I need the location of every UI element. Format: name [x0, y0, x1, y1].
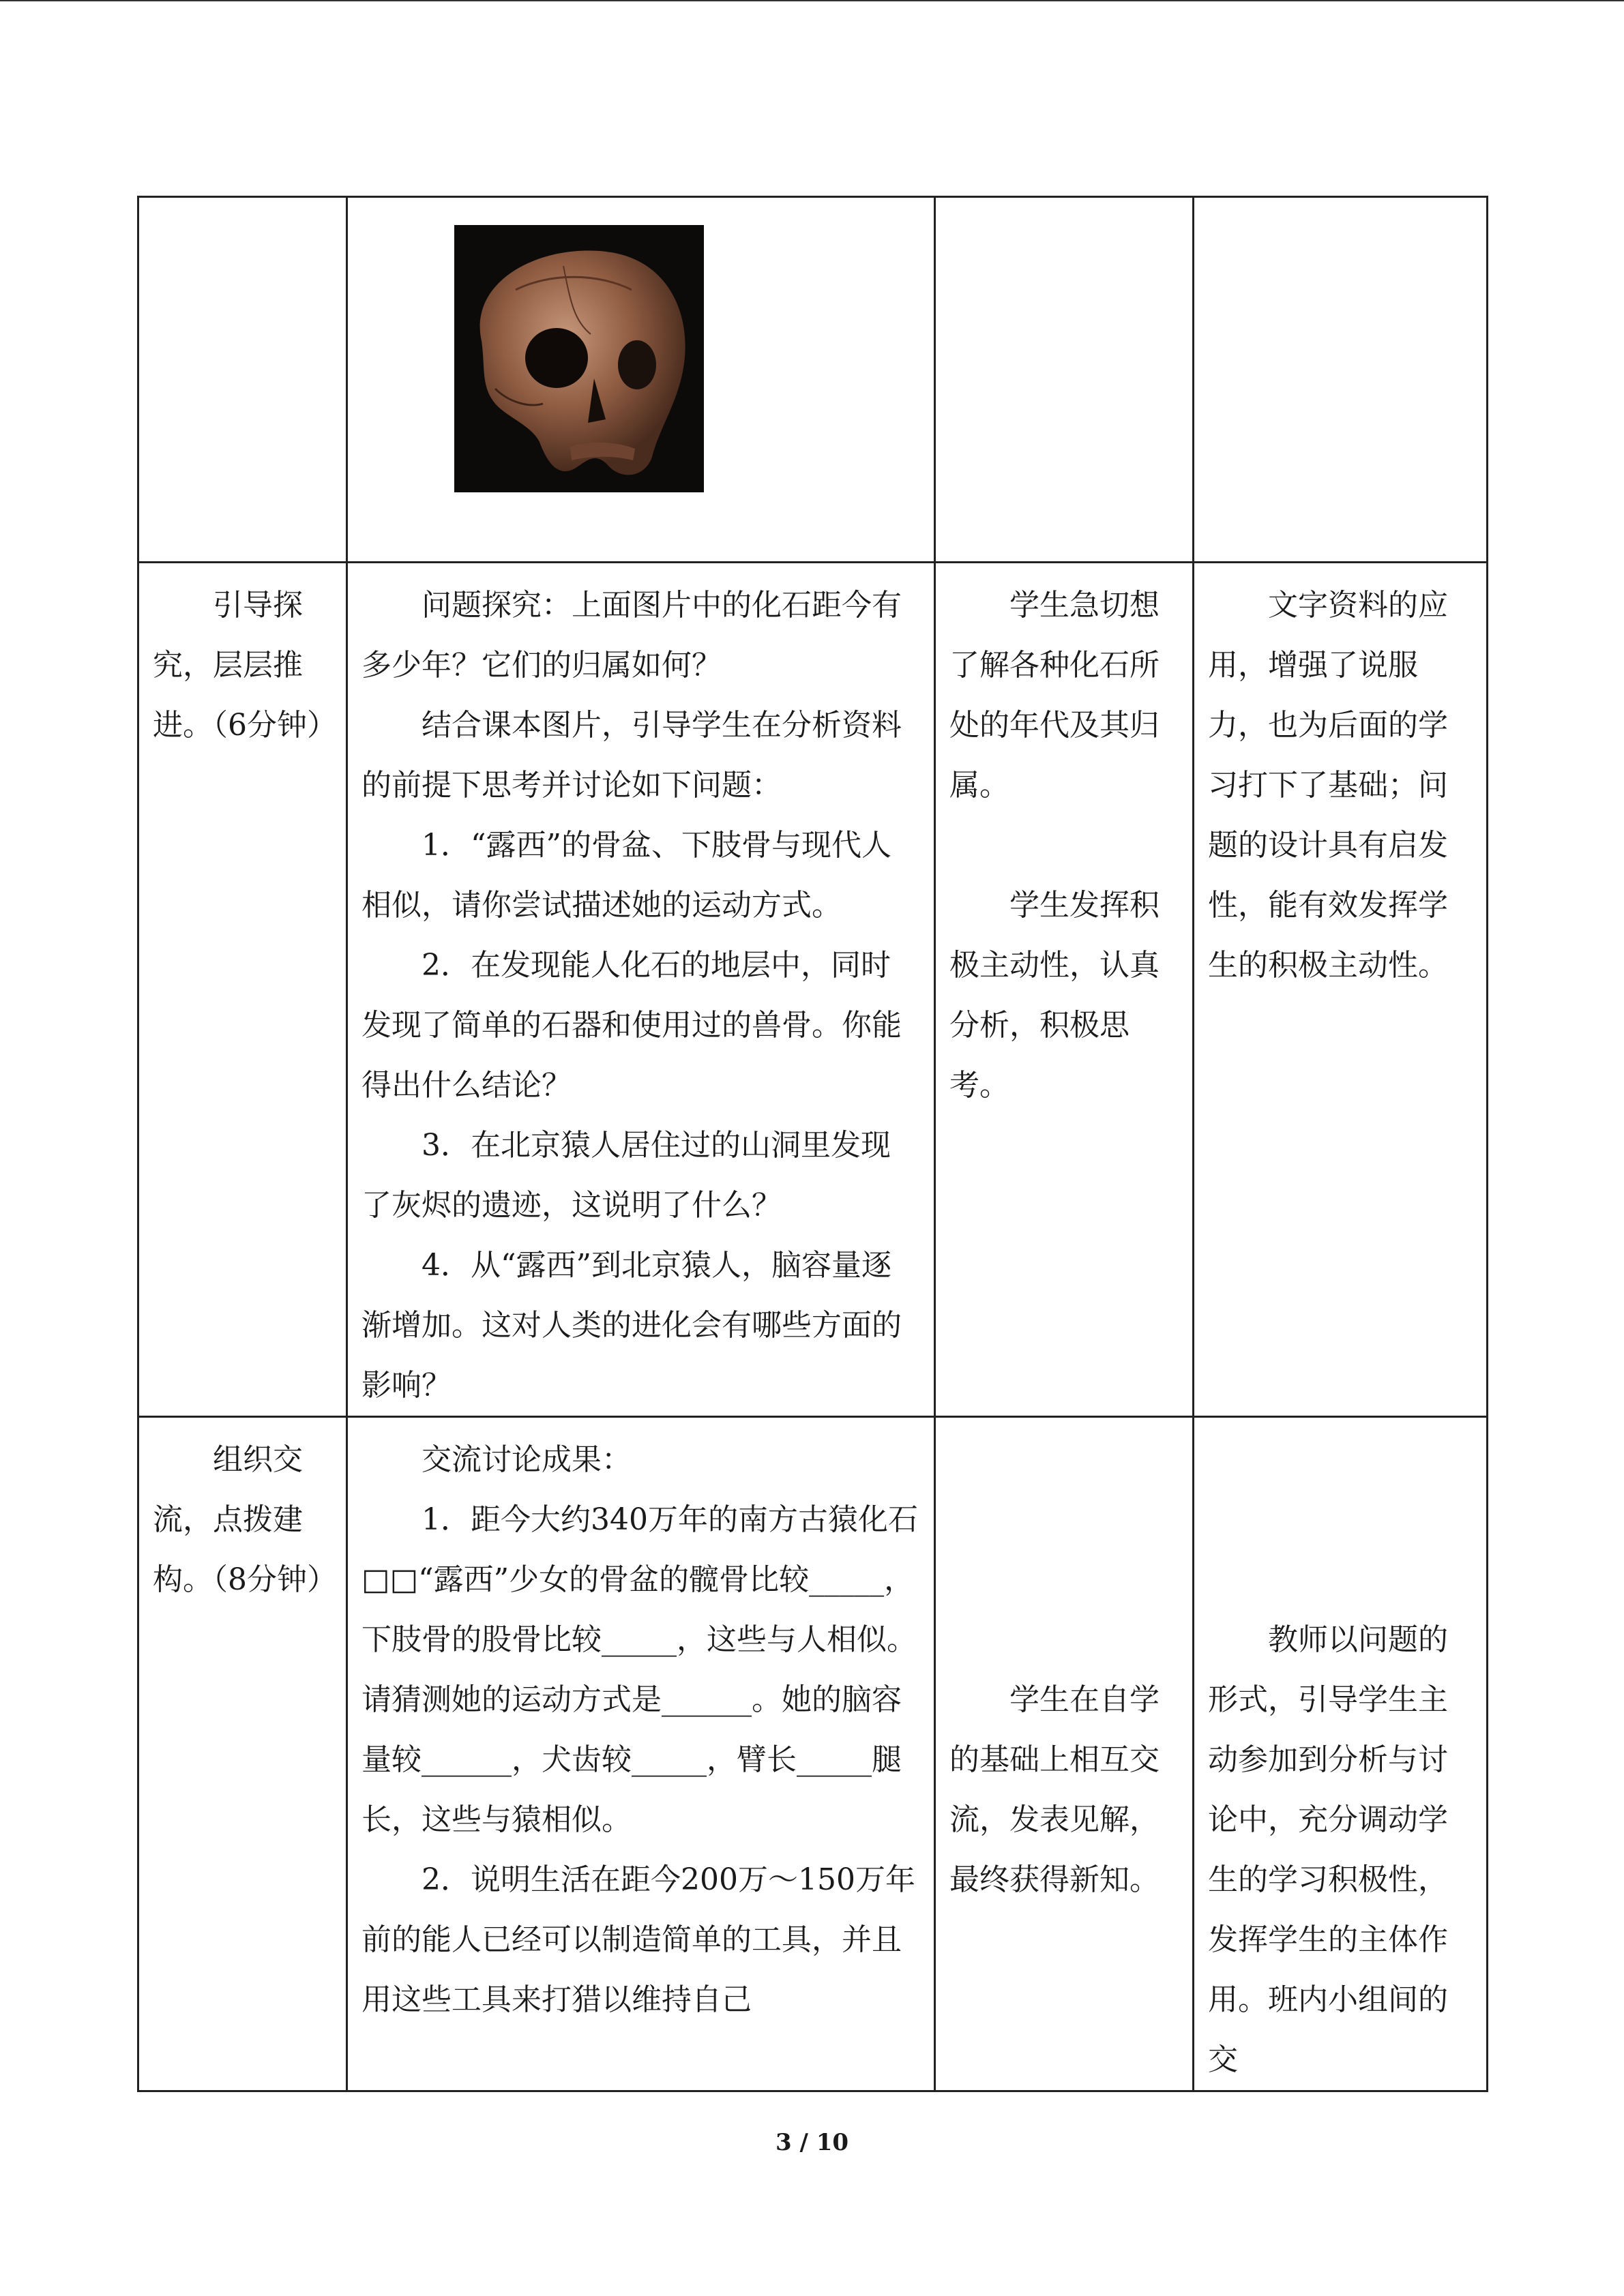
intent-cell — [1194, 197, 1488, 563]
design-intent-cell — [1194, 563, 1488, 1417]
teacher-paragraph: 1．距今大约340万年的南方古猿化石□□“露西”少女的骨盆的髋骨比较_____，下肢骨的股骨比较_____，这些与人相似。请猜测她的运动方式是______。她的脑容量较______，犬齿较_____，臂长_____腿长，这些与猿相似。 — [361, 1502, 918, 1837]
skull-fossil-image — [454, 225, 704, 492]
student-activity-cell — [935, 1417, 1194, 2091]
intent-paragraph: 文字资料的应用，增强了说服力，也为后面的学习打下了基础；问题的设计具有启发性，能有效发挥学生的积极主动性。 — [1208, 588, 1448, 983]
teacher-paragraph: 2．说明生活在距今200万～150万年前的能人已经可以制造简单的工具，并且用这些工具来打猎以维持自己 — [361, 1862, 915, 2017]
student-cell — [935, 197, 1194, 563]
page-number: 3 / 10 — [775, 2129, 849, 2156]
teacher-paragraph: 2．在发现能人化石的地层中，同时发现了简单的石器和使用过的兽骨。你能得出什么结论？ — [361, 948, 902, 1103]
student-paragraph: 学生急切想了解各种化石所处的年代及其归属。 — [949, 588, 1160, 803]
design-intent-cell — [1194, 1417, 1488, 2091]
student-activity-cell — [935, 563, 1194, 1417]
stage-text: 组织交流，点拨建构。（8分钟） — [153, 1442, 337, 1597]
teacher-paragraph: 1．“露西”的骨盆、下肢骨与现代人相似，请你尝试描述她的运动方式。 — [361, 828, 891, 923]
teacher-paragraph: 结合课本图片，引导学生在分析资料的前提下思考并讨论如下问题： — [361, 708, 902, 803]
teacher-paragraph: 交流讨论成果： — [422, 1442, 632, 1477]
intent-paragraph: 教师以问题的形式，引导学生主动参加到分析与讨论中，充分调动学生的学习积极性，发挥学生的主体作用。班内小组间的交 — [1208, 1622, 1448, 2077]
top-border — [0, 0, 1624, 1]
table-row — [138, 1417, 1488, 2091]
student-paragraph: 学生在自学的基础上相互交流，发表见解，最终获得新知。 — [949, 1682, 1160, 1897]
table-row — [138, 563, 1488, 1417]
stage-text: 引导探究，层层推进。（6分钟） — [153, 588, 337, 743]
lesson-plan-table — [137, 196, 1488, 2092]
teacher-paragraph: 问题探究：上面图片中的化石距今有多少年？它们的归属如何？ — [361, 588, 902, 683]
teacher-activity-cell — [347, 1417, 935, 2091]
teacher-paragraph: 4．从“露西”到北京猿人，脑容量逐渐增加。这对人类的进化会有哪些方面的影响？ — [361, 1248, 902, 1403]
table-row — [138, 197, 1488, 563]
stage-cell — [138, 197, 347, 563]
stage-cell — [138, 1417, 347, 2091]
teacher-activity-cell — [347, 563, 935, 1417]
student-paragraph: 学生发挥积极主动性，认真分析，积极思考。 — [949, 888, 1160, 1103]
stage-cell — [138, 563, 347, 1417]
image-cell — [347, 197, 935, 563]
teacher-paragraph: 3．在北京猿人居住过的山洞里发现了灰烬的遗迹，这说明了什么？ — [361, 1128, 891, 1223]
